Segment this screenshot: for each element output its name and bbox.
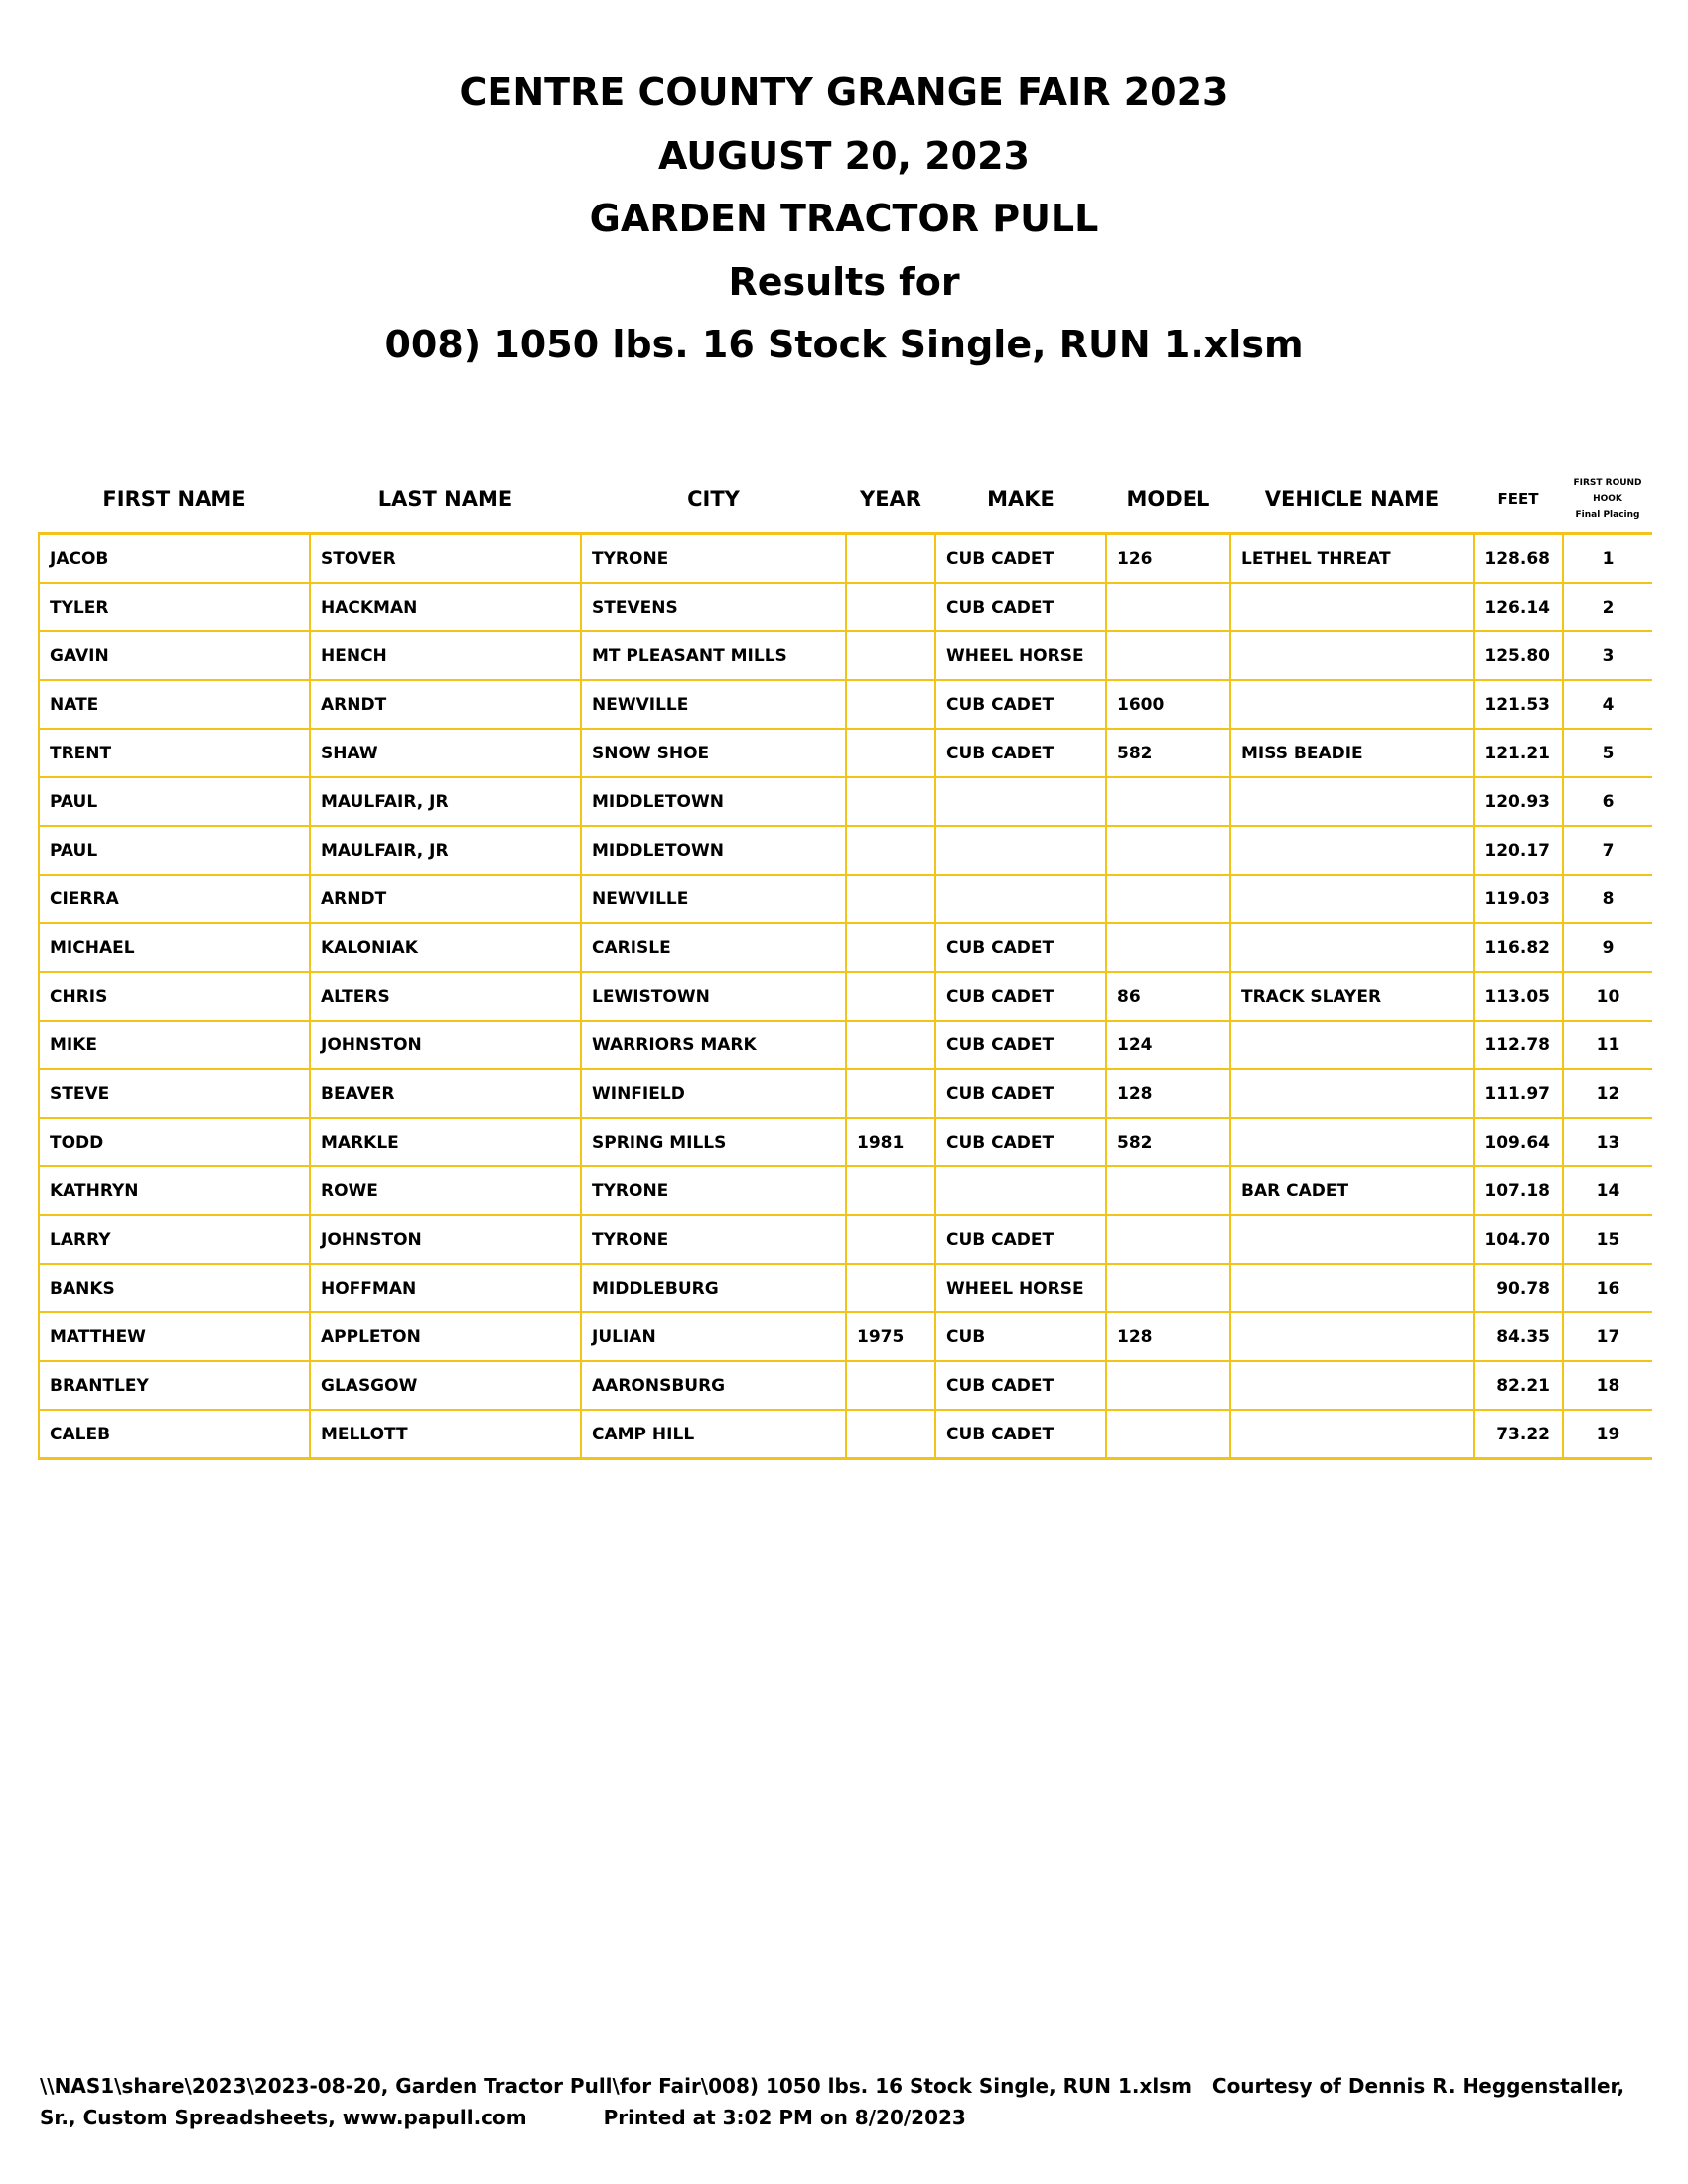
cell-placing: 11: [1563, 1021, 1652, 1069]
results-table: [38, 467, 1652, 1460]
cell-make: CUB CADET: [935, 1021, 1106, 1069]
cell-model: [1106, 1166, 1230, 1215]
table-row: [39, 1361, 1652, 1410]
cell-make: CUB CADET: [935, 1069, 1106, 1118]
table-row: [39, 826, 1652, 875]
cell-city: TYRONE: [581, 1166, 846, 1215]
cell-first-name: MIKE: [39, 1021, 310, 1069]
cell-placing: 3: [1563, 631, 1652, 680]
cell-first-name: TODD: [39, 1118, 310, 1166]
cell-vehicle-name: [1230, 583, 1474, 631]
cell-model: [1106, 583, 1230, 631]
cell-vehicle-name: [1230, 1118, 1474, 1166]
cell-feet: 73.22: [1474, 1410, 1563, 1459]
cell-last-name: ALTERS: [310, 972, 581, 1021]
cell-vehicle-name: [1230, 680, 1474, 729]
cell-year: [846, 1410, 935, 1459]
cell-make: [935, 1166, 1106, 1215]
table-row: [39, 1264, 1652, 1312]
cell-model: 124: [1106, 1021, 1230, 1069]
cell-model: 1600: [1106, 680, 1230, 729]
footer: [40, 2070, 1648, 2133]
cell-model: [1106, 826, 1230, 875]
title-class: 008) 1050 lbs. 16 Stock Single, RUN 1.xlsm: [384, 323, 1304, 366]
cell-feet: 111.97: [1474, 1069, 1563, 1118]
cell-vehicle-name: TRACK SLAYER: [1230, 972, 1474, 1021]
cell-model: 128: [1106, 1069, 1230, 1118]
cell-feet: 128.68: [1474, 534, 1563, 584]
header-final-placing: [1563, 467, 1652, 534]
cell-year: [846, 972, 935, 1021]
cell-model: [1106, 1215, 1230, 1264]
cell-city: TYRONE: [581, 1215, 846, 1264]
header-feet: FEET: [1497, 490, 1539, 508]
cell-year: [846, 1361, 935, 1410]
cell-year: [846, 583, 935, 631]
cell-first-name: MATTHEW: [39, 1312, 310, 1361]
cell-model: [1106, 1361, 1230, 1410]
cell-feet: 120.17: [1474, 826, 1563, 875]
cell-make: CUB CADET: [935, 923, 1106, 972]
cell-year: [846, 631, 935, 680]
cell-vehicle-name: [1230, 875, 1474, 923]
table-row: [39, 631, 1652, 680]
cell-vehicle-name: [1230, 1215, 1474, 1264]
cell-vehicle-name: [1230, 1312, 1474, 1361]
cell-year: [846, 1069, 935, 1118]
cell-last-name: APPLETON: [310, 1312, 581, 1361]
cell-vehicle-name: [1230, 826, 1474, 875]
cell-last-name: STOVER: [310, 534, 581, 584]
cell-year: [846, 534, 935, 584]
cell-placing: 5: [1563, 729, 1652, 777]
cell-city: STEVENS: [581, 583, 846, 631]
cell-first-name: GAVIN: [39, 631, 310, 680]
cell-make: CUB CADET: [935, 680, 1106, 729]
cell-feet: 82.21: [1474, 1361, 1563, 1410]
cell-make: [935, 826, 1106, 875]
cell-model: [1106, 1264, 1230, 1312]
cell-placing: 4: [1563, 680, 1652, 729]
cell-last-name: MAULFAIR, JR: [310, 777, 581, 826]
cell-year: [846, 680, 935, 729]
cell-city: WINFIELD: [581, 1069, 846, 1118]
table-row: [39, 1312, 1652, 1361]
table-row: [39, 777, 1652, 826]
cell-feet: 109.64: [1474, 1118, 1563, 1166]
cell-make: [935, 777, 1106, 826]
cell-model: [1106, 1410, 1230, 1459]
cell-first-name: TYLER: [39, 583, 310, 631]
cell-model: [1106, 875, 1230, 923]
table-row: [39, 680, 1652, 729]
cell-city: NEWVILLE: [581, 875, 846, 923]
cell-placing: 16: [1563, 1264, 1652, 1312]
cell-make: [935, 875, 1106, 923]
cell-first-name: TRENT: [39, 729, 310, 777]
table-row: [39, 1118, 1652, 1166]
cell-feet: 90.78: [1474, 1264, 1563, 1312]
table-row: [39, 923, 1652, 972]
cell-make: CUB: [935, 1312, 1106, 1361]
table-row: [39, 972, 1652, 1021]
cell-city: LEWISTOWN: [581, 972, 846, 1021]
cell-placing: 18: [1563, 1361, 1652, 1410]
cell-placing: 15: [1563, 1215, 1652, 1264]
cell-vehicle-name: [1230, 631, 1474, 680]
cell-vehicle-name: BAR CADET: [1230, 1166, 1474, 1215]
cell-vehicle-name: [1230, 1021, 1474, 1069]
cell-feet: 112.78: [1474, 1021, 1563, 1069]
cell-city: AARONSBURG: [581, 1361, 846, 1410]
cell-last-name: ARNDT: [310, 680, 581, 729]
cell-make: CUB CADET: [935, 534, 1106, 584]
cell-last-name: ARNDT: [310, 875, 581, 923]
cell-vehicle-name: [1230, 1264, 1474, 1312]
cell-model: 126: [1106, 534, 1230, 584]
header-make: MAKE: [987, 487, 1055, 511]
cell-make: CUB CADET: [935, 972, 1106, 1021]
cell-year: 1981: [846, 1118, 935, 1166]
cell-placing: 7: [1563, 826, 1652, 875]
cell-placing: 6: [1563, 777, 1652, 826]
cell-model: 86: [1106, 972, 1230, 1021]
cell-last-name: MELLOTT: [310, 1410, 581, 1459]
footer-courtesy: Courtesy of Dennis R. Heggenstaller, Sr., Custom Spreadsheets, www.papull.com: [40, 2074, 1625, 2129]
header-last-name: LAST NAME: [377, 487, 513, 511]
table-row: [39, 1069, 1652, 1118]
cell-first-name: CALEB: [39, 1410, 310, 1459]
cell-last-name: KALONIAK: [310, 923, 581, 972]
cell-first-name: BRANTLEY: [39, 1361, 310, 1410]
cell-city: CARISLE: [581, 923, 846, 972]
header-placing-line3: Final Placing: [1575, 510, 1640, 520]
header-vehicle-name: VEHICLE NAME: [1264, 487, 1440, 511]
cell-year: [846, 826, 935, 875]
cell-city: MT PLEASANT MILLS: [581, 631, 846, 680]
cell-placing: 9: [1563, 923, 1652, 972]
cell-first-name: PAUL: [39, 777, 310, 826]
cell-last-name: MARKLE: [310, 1118, 581, 1166]
cell-feet: 107.18: [1474, 1166, 1563, 1215]
footer-file-path: \\NAS1\share\2023\2023-08-20, Garden Tractor Pull\for Fair\008) 1050 lbs. 16 Stock Single, RUN 1.xlsm: [40, 2074, 1192, 2098]
cell-feet: 120.93: [1474, 777, 1563, 826]
table-row: [39, 583, 1652, 631]
header-placing-line2: HOOK: [1593, 494, 1622, 504]
cell-vehicle-name: MISS BEADIE: [1230, 729, 1474, 777]
cell-year: [846, 875, 935, 923]
table-row: [39, 1166, 1652, 1215]
cell-vehicle-name: [1230, 923, 1474, 972]
cell-last-name: ROWE: [310, 1166, 581, 1215]
document-title: [0, 62, 1688, 377]
cell-feet: 125.80: [1474, 631, 1563, 680]
header-year: YEAR: [860, 487, 921, 511]
cell-model: [1106, 777, 1230, 826]
cell-make: CUB CADET: [935, 1118, 1106, 1166]
header-first-name: FIRST NAME: [102, 487, 246, 511]
cell-feet: 113.05: [1474, 972, 1563, 1021]
cell-placing: 13: [1563, 1118, 1652, 1166]
cell-placing: 14: [1563, 1166, 1652, 1215]
cell-first-name: CIERRA: [39, 875, 310, 923]
table-row: [39, 875, 1652, 923]
cell-city: JULIAN: [581, 1312, 846, 1361]
cell-feet: 121.21: [1474, 729, 1563, 777]
cell-year: [846, 1215, 935, 1264]
cell-first-name: STEVE: [39, 1069, 310, 1118]
cell-last-name: HACKMAN: [310, 583, 581, 631]
header-placing-line1: FIRST ROUND: [1573, 478, 1642, 488]
cell-make: CUB CADET: [935, 583, 1106, 631]
cell-first-name: BANKS: [39, 1264, 310, 1312]
cell-last-name: HOFFMAN: [310, 1264, 581, 1312]
cell-vehicle-name: LETHEL THREAT: [1230, 534, 1474, 584]
cell-feet: 116.82: [1474, 923, 1563, 972]
cell-first-name: LARRY: [39, 1215, 310, 1264]
cell-vehicle-name: [1230, 1069, 1474, 1118]
cell-city: TYRONE: [581, 534, 846, 584]
cell-feet: 121.53: [1474, 680, 1563, 729]
cell-vehicle-name: [1230, 777, 1474, 826]
cell-first-name: CHRIS: [39, 972, 310, 1021]
table-row: [39, 1410, 1652, 1459]
title-date: AUGUST 20, 2023: [658, 133, 1030, 178]
cell-placing: 19: [1563, 1410, 1652, 1459]
cell-make: CUB CADET: [935, 1215, 1106, 1264]
table-row: [39, 534, 1652, 584]
cell-vehicle-name: [1230, 1410, 1474, 1459]
title-event: CENTRE COUNTY GRANGE FAIR 2023: [459, 70, 1229, 114]
cell-model: [1106, 631, 1230, 680]
cell-last-name: JOHNSTON: [310, 1021, 581, 1069]
cell-year: [846, 1166, 935, 1215]
cell-placing: 8: [1563, 875, 1652, 923]
cell-city: MIDDLEBURG: [581, 1264, 846, 1312]
table-row: [39, 1021, 1652, 1069]
cell-last-name: GLASGOW: [310, 1361, 581, 1410]
cell-make: WHEEL HORSE: [935, 1264, 1106, 1312]
cell-city: MIDDLETOWN: [581, 777, 846, 826]
cell-feet: 119.03: [1474, 875, 1563, 923]
cell-make: CUB CADET: [935, 1410, 1106, 1459]
cell-first-name: PAUL: [39, 826, 310, 875]
cell-year: [846, 777, 935, 826]
cell-last-name: SHAW: [310, 729, 581, 777]
cell-model: 582: [1106, 729, 1230, 777]
cell-model: 582: [1106, 1118, 1230, 1166]
cell-city: CAMP HILL: [581, 1410, 846, 1459]
cell-last-name: BEAVER: [310, 1069, 581, 1118]
cell-last-name: MAULFAIR, JR: [310, 826, 581, 875]
cell-year: [846, 729, 935, 777]
cell-first-name: JACOB: [39, 534, 310, 584]
cell-make: CUB CADET: [935, 1361, 1106, 1410]
cell-vehicle-name: [1230, 1361, 1474, 1410]
table-row: [39, 729, 1652, 777]
results-body: [39, 534, 1652, 1459]
cell-model: 128: [1106, 1312, 1230, 1361]
cell-city: MIDDLETOWN: [581, 826, 846, 875]
cell-year: [846, 1021, 935, 1069]
table-row: [39, 1215, 1652, 1264]
cell-placing: 10: [1563, 972, 1652, 1021]
cell-city: NEWVILLE: [581, 680, 846, 729]
cell-year: 1975: [846, 1312, 935, 1361]
header-model: MODEL: [1126, 487, 1210, 511]
cell-last-name: HENCH: [310, 631, 581, 680]
header-city: CITY: [687, 487, 740, 511]
cell-first-name: KATHRYN: [39, 1166, 310, 1215]
cell-feet: 84.35: [1474, 1312, 1563, 1361]
title-results-for: Results for: [728, 259, 960, 304]
footer-printed-time: Printed at 3:02 PM on 8/20/2023: [603, 2106, 966, 2129]
cell-year: [846, 923, 935, 972]
cell-placing: 12: [1563, 1069, 1652, 1118]
cell-feet: 104.70: [1474, 1215, 1563, 1264]
cell-feet: 126.14: [1474, 583, 1563, 631]
cell-placing: 17: [1563, 1312, 1652, 1361]
cell-placing: 1: [1563, 534, 1652, 584]
cell-last-name: JOHNSTON: [310, 1215, 581, 1264]
cell-year: [846, 1264, 935, 1312]
cell-first-name: NATE: [39, 680, 310, 729]
cell-model: [1106, 923, 1230, 972]
cell-city: WARRIORS MARK: [581, 1021, 846, 1069]
cell-make: WHEEL HORSE: [935, 631, 1106, 680]
cell-placing: 2: [1563, 583, 1652, 631]
title-competition: GARDEN TRACTOR PULL: [589, 197, 1099, 240]
cell-city: SNOW SHOE: [581, 729, 846, 777]
table-header-row: [39, 467, 1652, 534]
cell-city: SPRING MILLS: [581, 1118, 846, 1166]
cell-make: CUB CADET: [935, 729, 1106, 777]
cell-first-name: MICHAEL: [39, 923, 310, 972]
